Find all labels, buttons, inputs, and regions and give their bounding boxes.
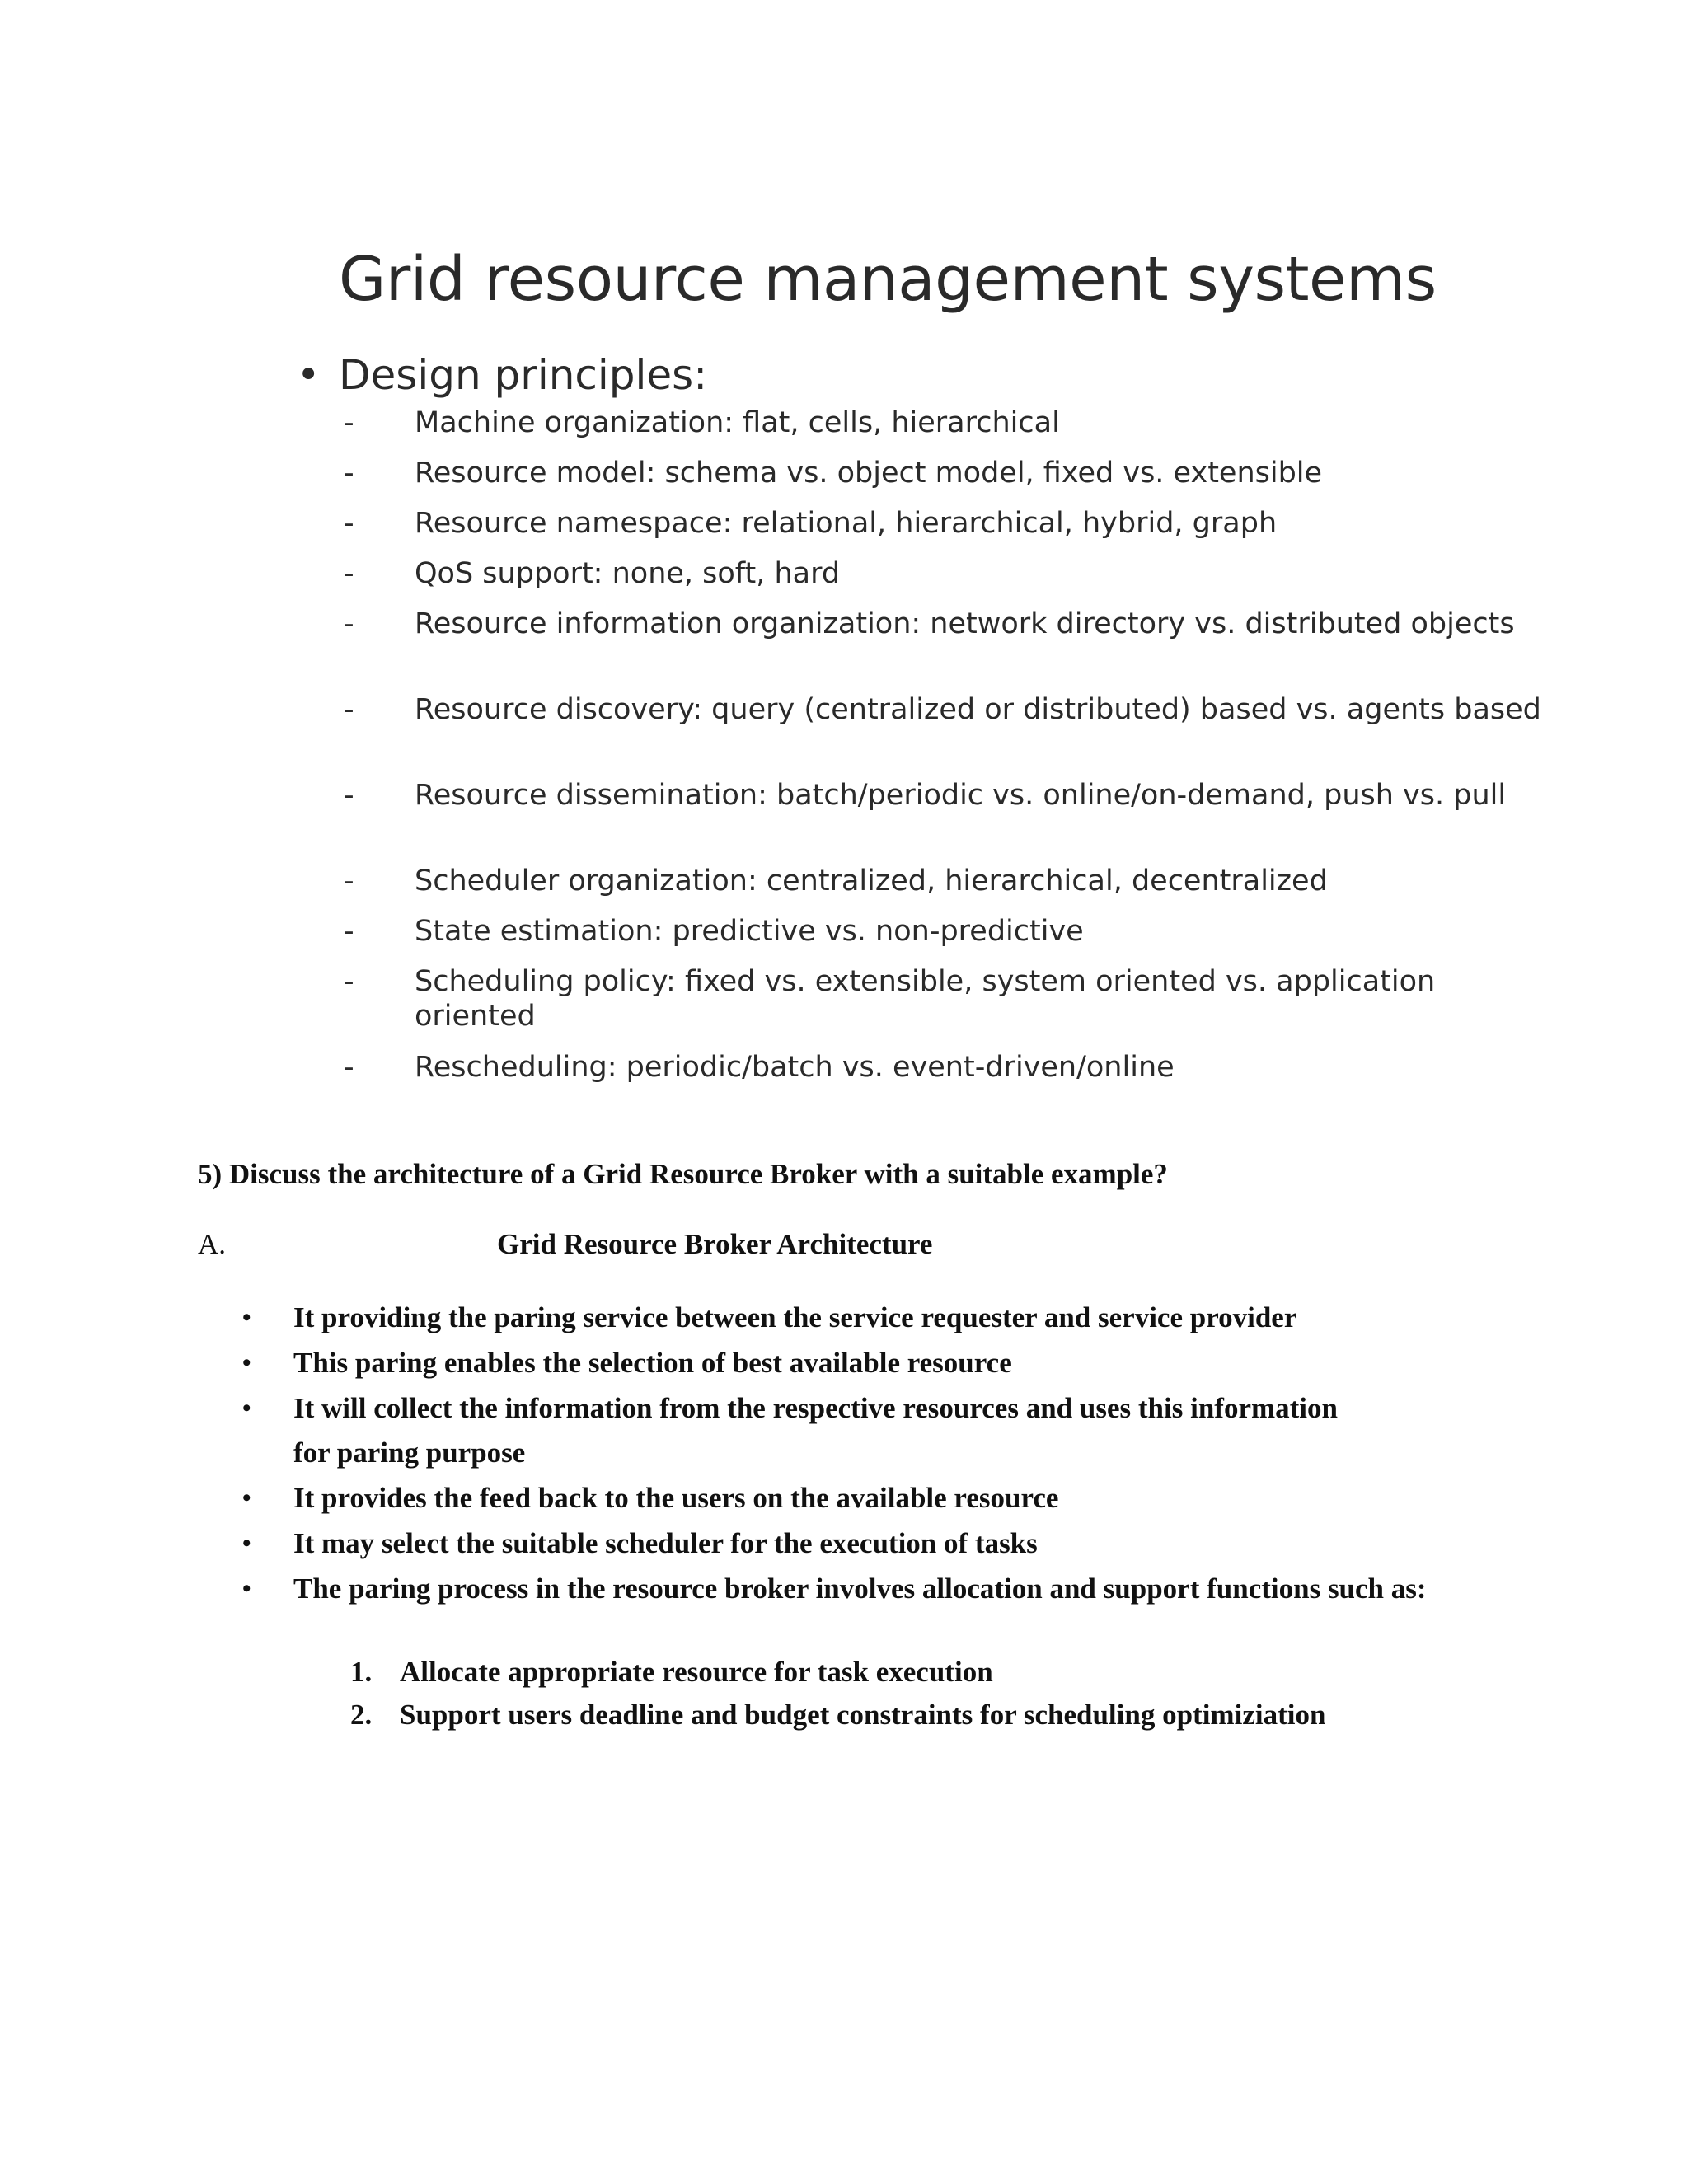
slide-item-text: Resource information organization: network directory vs. distributed objects <box>415 607 1515 640</box>
list-item <box>244 1476 1480 1521</box>
slide-list-item <box>297 456 1566 506</box>
dash-icon: - <box>344 965 354 998</box>
slide-list-item <box>297 1050 1566 1100</box>
dash-icon: - <box>344 607 354 640</box>
answer-heading: Grid Resource Broker Architecture <box>497 1228 933 1260</box>
slide-list-item <box>297 692 1566 778</box>
dash-icon: - <box>344 693 354 726</box>
numbered-item <box>350 1651 1504 1694</box>
slide-item-list <box>297 405 1566 1100</box>
slide-item-text: QoS support: none, soft, hard <box>415 557 841 590</box>
slide-item-text: Resource model: schema vs. object model, fixed vs. extensible <box>415 457 1323 490</box>
slide-item-text: State estimation: predictive vs. non-predictive <box>415 915 1084 948</box>
dash-icon: - <box>344 915 354 948</box>
numbered-item-text: Support users deadline and budget constraints for scheduling optimiziation <box>400 1699 1326 1731</box>
slide-item-text: Resource namespace: relational, hierarchical, hybrid, graph <box>415 507 1278 540</box>
bullet-icon: • <box>297 352 321 398</box>
bullet-icon: • <box>242 1394 251 1422</box>
dash-icon: - <box>344 557 354 590</box>
answer-label: A. <box>198 1228 227 1260</box>
slide-title: Grid resource management systems <box>339 244 1437 315</box>
dash-icon: - <box>344 406 354 439</box>
list-item <box>244 1521 1480 1566</box>
slide-image <box>297 206 1566 1096</box>
list-item <box>244 1567 1480 1611</box>
slide-item-text: Rescheduling: periodic/batch vs. event-driven/online <box>415 1051 1175 1084</box>
list-item <box>244 1341 1480 1385</box>
slide-list-item <box>297 914 1566 964</box>
numbered-sub-list <box>350 1651 1504 1736</box>
bullet-icon: • <box>242 1530 251 1557</box>
list-item-text: The paring process in the resource broker involves allocation and support functions such as: <box>293 1572 1427 1605</box>
list-item-text: It provides the feed back to the users on the available resource <box>293 1482 1059 1514</box>
slide-list-item <box>297 556 1566 607</box>
dash-icon: - <box>344 865 354 898</box>
slide-item-text: Scheduler organization: centralized, hierarchical, decentralized <box>415 865 1328 898</box>
numbered-item-text: Allocate appropriate resource for task execution <box>400 1656 993 1688</box>
slide-list-item <box>297 778 1566 864</box>
slide-list-item <box>297 964 1566 1050</box>
slide-heading-row <box>297 346 1533 404</box>
answer-list <box>244 1296 1480 1612</box>
dash-icon: - <box>344 1051 354 1084</box>
list-item <box>244 1386 1480 1475</box>
list-item-text: It providing the paring service between the service requester and service provider <box>293 1301 1297 1333</box>
dash-icon: - <box>344 507 354 540</box>
item-number: 1. <box>350 1656 373 1688</box>
dash-icon: - <box>344 457 354 490</box>
list-item-text: It will collect the information from the respective resources and uses this information for paring purpose <box>293 1392 1338 1469</box>
list-item-text: It may select the suitable scheduler for the execution of tasks <box>293 1527 1038 1559</box>
bullet-icon: • <box>242 1349 251 1376</box>
slide-heading: Design principles: <box>339 351 708 399</box>
list-item-text: This paring enables the selection of best available resource <box>293 1347 1012 1379</box>
slide-item-text: Resource dissemination: batch/periodic vs. online/on-demand, push vs. pull <box>415 779 1507 812</box>
bullet-icon: • <box>242 1304 251 1331</box>
slide-item-text: Resource discovery: query (centralized or distributed) based vs. agents based <box>415 693 1541 726</box>
slide-item-text: Scheduling policy: fixed vs. extensible, system oriented vs. application oriented <box>415 965 1436 1033</box>
slide-list-item <box>297 864 1566 914</box>
slide-list-item <box>297 405 1566 456</box>
question-text: 5) Discuss the architecture of a Grid Resource Broker with a suitable example? <box>198 1158 1168 1190</box>
slide-item-text: Machine organization: flat, cells, hierarchical <box>415 406 1060 439</box>
slide-list-item <box>297 607 1566 692</box>
answer-header <box>198 1224 1434 1265</box>
item-number: 2. <box>350 1699 373 1731</box>
bullet-icon: • <box>242 1484 251 1511</box>
slide-list-item <box>297 506 1566 556</box>
dash-icon: - <box>344 779 354 812</box>
bullet-icon: • <box>242 1575 251 1602</box>
list-item <box>244 1296 1480 1340</box>
numbered-item <box>350 1694 1504 1736</box>
